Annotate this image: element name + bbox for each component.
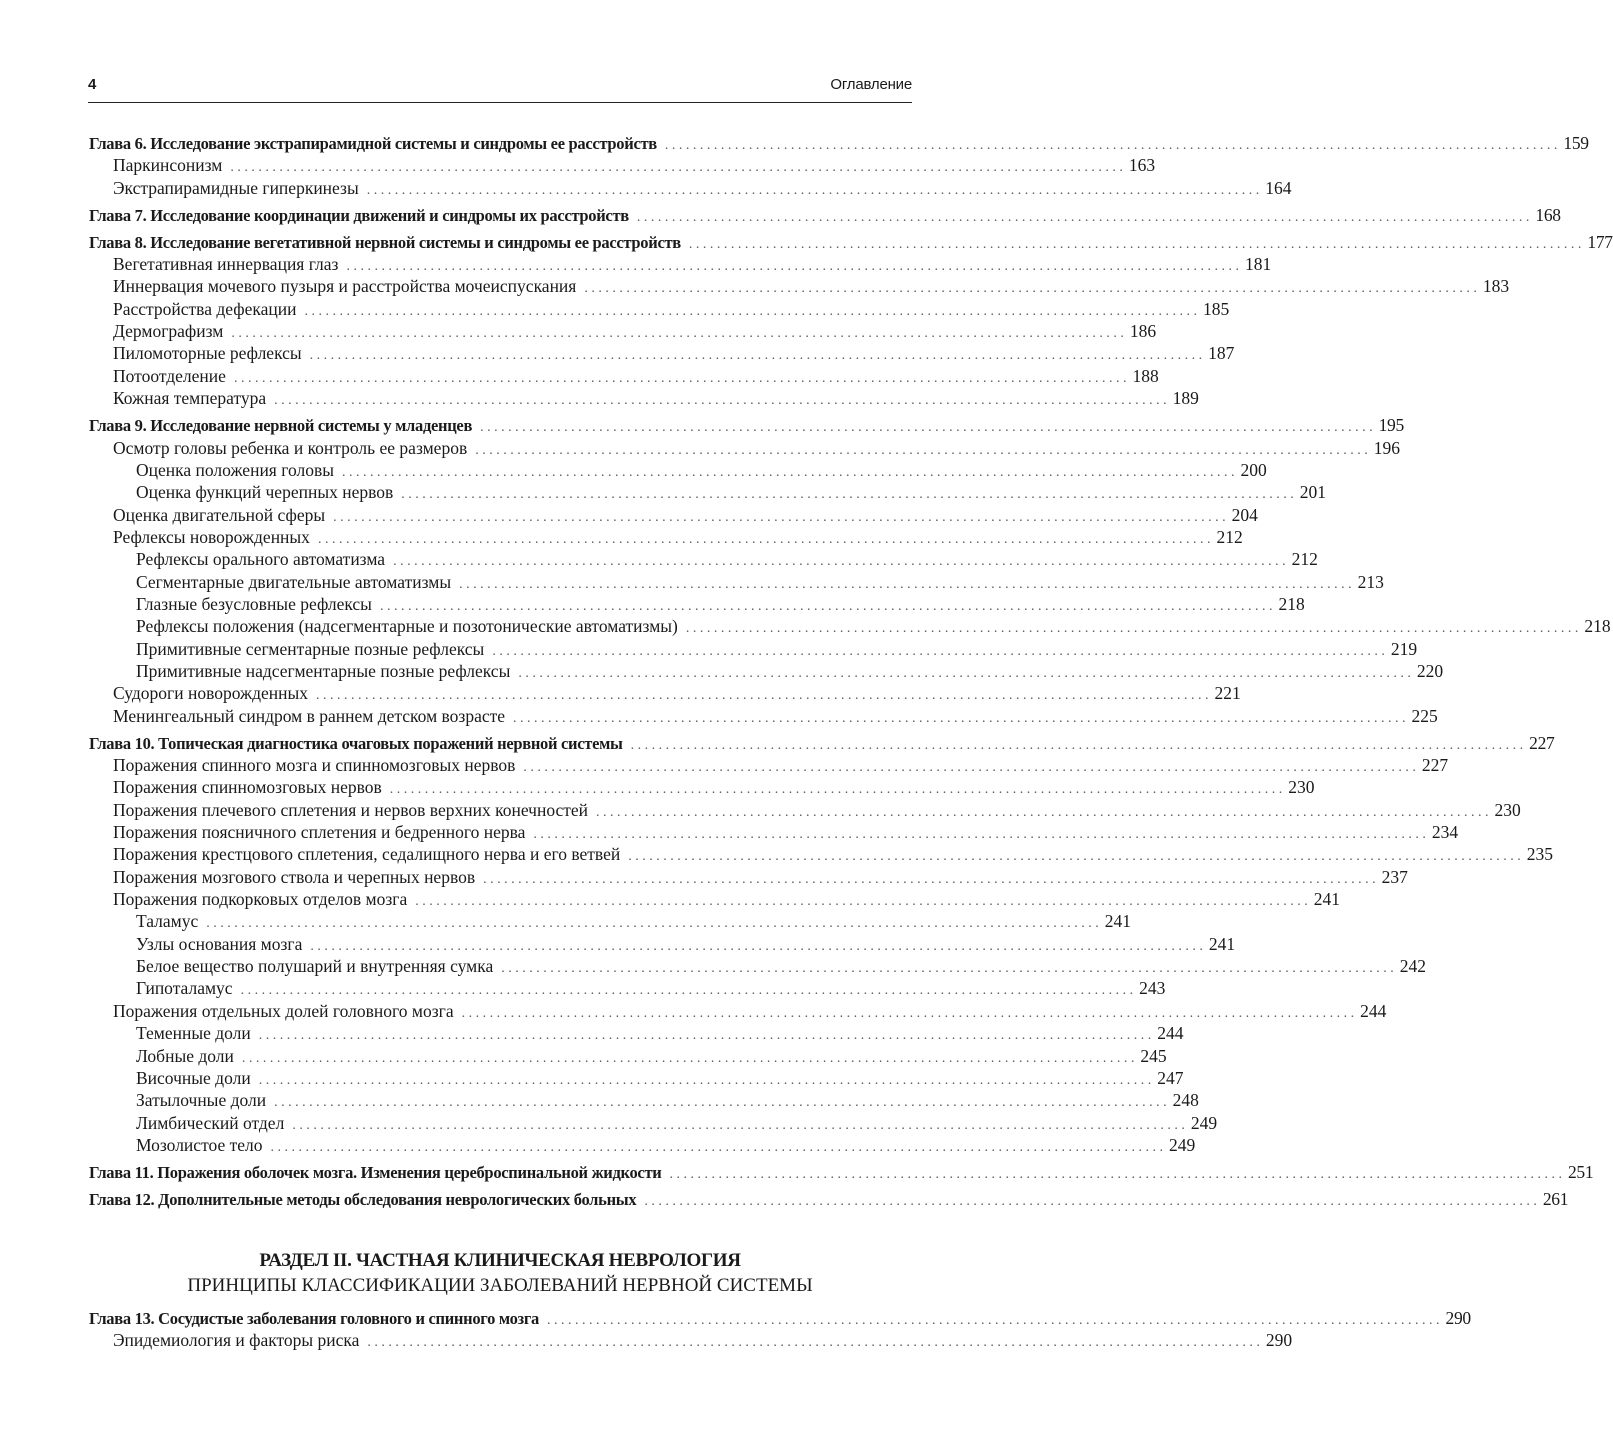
entry-title: Дермографизм	[113, 321, 224, 342]
entry-page-number: 177	[1587, 231, 1613, 252]
entry-title: Затылочные доли	[136, 1090, 267, 1111]
toc-entry[interactable]	[89, 481, 1326, 503]
dot-leader	[367, 1332, 1260, 1354]
running-title: Оглавление	[830, 76, 912, 93]
entry-title: Поражения плечевого сплетения и нервов верхних конечностей	[113, 799, 589, 820]
entry-page-number: 212	[1291, 549, 1318, 570]
entry-title: Поражения поясничного сплетения и бедренного нерва	[113, 822, 526, 843]
entry-title: Оценка положения головы	[136, 459, 334, 480]
entry-title: Гипоталамус	[136, 978, 233, 999]
dot-leader	[492, 641, 1385, 663]
entry-title: Оценка двигательной сферы	[113, 504, 326, 525]
toc-entry[interactable]	[89, 526, 1243, 548]
entry-title: Глава 6. Исследование экстрапирамидной системы и синдромы ее расстройств	[89, 134, 657, 153]
dot-leader	[669, 1164, 1562, 1186]
entry-title: Височные доли	[136, 1067, 251, 1088]
entry-title: Лимбический отдел	[136, 1112, 285, 1133]
dot-leader	[274, 1092, 1167, 1114]
toc-entry[interactable]	[89, 615, 1611, 637]
toc-entry[interactable]	[89, 776, 1315, 798]
entry-title: Рефлексы новорожденных	[113, 526, 310, 547]
entry-title: Вегетативная иннервация глаз	[113, 254, 339, 275]
toc-entry[interactable]	[89, 660, 1444, 682]
dot-leader	[310, 345, 1203, 367]
toc-entry[interactable]	[89, 320, 1157, 342]
entry-page-number: 234	[1431, 822, 1459, 843]
dot-leader	[206, 913, 1099, 935]
toc-entry[interactable]	[89, 888, 1340, 910]
dot-leader	[304, 301, 1197, 323]
entry-page-number: 235	[1526, 844, 1553, 865]
entry-title: Примитивные сегментарные позные рефлексы	[136, 638, 485, 659]
toc-chapter-entry[interactable]	[89, 1188, 1569, 1210]
page-number: 4	[88, 76, 97, 93]
dot-leader	[533, 824, 1426, 846]
toc-list	[89, 1307, 1471, 1352]
toc-entry[interactable]	[89, 387, 1199, 409]
entry-title: Поражения отдельных долей головного мозга	[113, 1000, 454, 1021]
entry-page-number: 164	[1265, 177, 1292, 198]
entry-page-number: 241	[1104, 911, 1132, 932]
dot-leader	[271, 1137, 1164, 1159]
entry-title: Глава 13. Сосудистые заболевания головного и спинного мозга	[89, 1309, 539, 1328]
dot-leader	[523, 757, 1416, 779]
entry-title: Глава 9. Исследование нервной системы у младенцев	[89, 416, 473, 436]
dot-leader	[686, 618, 1579, 640]
toc-entry[interactable]	[89, 1000, 1387, 1022]
entry-page-number: 261	[1542, 1188, 1569, 1209]
entry-page-number: 230	[1494, 799, 1521, 820]
entry-page-number: 201	[1299, 482, 1326, 503]
entry-page-number: 251	[1567, 1161, 1594, 1182]
entry-title: Сегментарные двигательные автоматизмы	[136, 571, 452, 592]
toc-chapter-entry[interactable]	[89, 132, 1589, 154]
dot-leader	[342, 462, 1235, 484]
dot-leader	[501, 958, 1394, 980]
entry-page-number: 247	[1157, 1067, 1184, 1088]
entry-page-number: 188	[1132, 365, 1159, 386]
dot-leader	[274, 390, 1167, 412]
toc-entry[interactable]	[89, 459, 1267, 481]
entry-title: Менингеальный синдром в раннем детском возрасте	[113, 705, 506, 726]
entry-page-number: 244	[1360, 1000, 1387, 1021]
entry-title: Глава 8. Исследование вегетативной нервной системы и синдромы ее расстройств	[89, 232, 681, 252]
entry-title: Поражения мозгового ствола и черепных нервов	[113, 866, 476, 887]
dot-leader	[596, 802, 1489, 824]
dot-leader	[401, 484, 1294, 506]
toc-entry[interactable]	[89, 298, 1230, 320]
entry-page-number: 237	[1381, 866, 1408, 887]
toc-entry[interactable]	[89, 843, 1553, 865]
entry-title: Белое вещество полушарий и внутренняя сумка	[136, 956, 494, 977]
entry-title: Потоотделение	[113, 365, 226, 386]
entry-title: Иннервация мочевого пузыря и расстройства мочеиспускания	[113, 276, 577, 297]
toc-entry[interactable]	[89, 933, 1236, 955]
dot-leader	[367, 180, 1260, 202]
dot-leader	[475, 440, 1368, 462]
entry-title: Поражения крестцового сплетения, седалищного нерва и его ветвей	[113, 844, 621, 865]
dot-leader	[665, 135, 1558, 157]
entry-page-number: 219	[1390, 638, 1418, 659]
toc-entry[interactable]	[89, 548, 1318, 570]
toc-entry[interactable]	[89, 253, 1272, 275]
toc-entry[interactable]	[89, 593, 1305, 615]
toc-entry[interactable]	[89, 754, 1449, 776]
entry-title: Глазные безусловные рефлексы	[136, 593, 372, 614]
toc-chapter-entry[interactable]	[89, 1307, 1471, 1329]
entry-page-number: 241	[1313, 889, 1340, 910]
entry-page-number: 218	[1584, 616, 1611, 637]
toc-entry[interactable]	[89, 437, 1400, 459]
header-rule	[88, 102, 912, 103]
entry-page-number: 168	[1535, 204, 1561, 225]
entry-title: Эпидемиология и факторы риска	[113, 1330, 360, 1351]
toc-entry[interactable]	[89, 1112, 1218, 1134]
dot-leader	[318, 529, 1211, 551]
entry-page-number: 227	[1421, 755, 1449, 776]
entry-title: Глава 11. Поражения оболочек мозга. Изменения цереброспинальной жидкости	[89, 1162, 662, 1182]
dot-leader	[259, 1070, 1152, 1092]
toc-entry[interactable]	[89, 1022, 1184, 1044]
toc-entry[interactable]	[89, 977, 1166, 999]
entry-page-number: 195	[1378, 415, 1404, 436]
dot-leader	[259, 1025, 1152, 1047]
entry-page-number: 163	[1128, 155, 1156, 176]
dot-leader	[231, 323, 1124, 345]
toc-entry[interactable]	[89, 821, 1459, 843]
entry-title: Таламус	[136, 911, 199, 932]
entry-title: Глава 7. Исследование координации движений и синдромы их расстройств	[89, 205, 629, 225]
entry-title: Осмотр головы ребенка и контроль ее размеров	[113, 437, 468, 458]
entry-page-number: 243	[1139, 978, 1166, 999]
toc-entry[interactable]	[89, 504, 1258, 526]
dot-leader	[462, 1003, 1355, 1025]
entry-page-number: 218	[1278, 593, 1305, 614]
entry-page-number: 290	[1445, 1308, 1471, 1328]
dot-leader	[230, 157, 1123, 179]
entry-page-number: 290	[1265, 1330, 1293, 1351]
dot-leader	[415, 891, 1308, 913]
entry-page-number: 181	[1244, 254, 1272, 275]
dot-leader	[631, 735, 1524, 757]
toc-entry[interactable]	[89, 177, 1292, 199]
toc-entry[interactable]	[89, 910, 1132, 932]
entry-page-number: 244	[1157, 1023, 1184, 1044]
entry-title: Пиломоторные рефлексы	[113, 343, 302, 364]
dot-leader	[480, 417, 1373, 439]
entry-page-number: 196	[1373, 437, 1400, 458]
dot-leader	[518, 663, 1411, 685]
entry-page-number: 204	[1231, 504, 1258, 525]
entry-title: Рефлексы орального автоматизма	[136, 549, 386, 570]
toc-chapter-entry[interactable]	[89, 231, 1613, 253]
entry-page-number: 225	[1411, 705, 1438, 726]
entry-title: Узлы основания мозга	[136, 933, 303, 954]
dot-leader	[459, 574, 1352, 596]
entry-page-number: 187	[1208, 343, 1235, 364]
dot-leader	[644, 1191, 1537, 1213]
entry-page-number: 221	[1214, 683, 1241, 704]
entry-title: Паркинсонизм	[113, 155, 223, 176]
section-subtitle: ПРИНЦИПЫ КЛАССИФИКАЦИИ ЗАБОЛЕВАНИЙ НЕРВНОЙ СИСТЕМЫ	[187, 1275, 813, 1296]
dot-leader	[547, 1310, 1440, 1332]
toc-entry[interactable]	[89, 638, 1418, 660]
entry-title: Глава 12. Дополнительные методы обследования неврологических больных	[89, 1189, 637, 1209]
dot-leader	[689, 234, 1582, 256]
dot-leader	[584, 278, 1477, 300]
entry-page-number: 200	[1240, 459, 1267, 480]
toc-entry[interactable]	[89, 1089, 1199, 1111]
entry-title: Судороги новорожденных	[113, 683, 309, 704]
entry-title: Примитивные надсегментарные позные рефлексы	[136, 660, 511, 681]
entry-title: Мозолистое тело	[136, 1134, 263, 1155]
entry-page-number: 213	[1357, 571, 1384, 592]
entry-page-number: 227	[1529, 732, 1555, 753]
entry-page-number: 249	[1169, 1134, 1196, 1155]
entry-page-number: 189	[1172, 388, 1199, 409]
toc-entry[interactable]	[89, 955, 1426, 977]
toc-entry[interactable]	[89, 682, 1241, 704]
dot-leader	[393, 551, 1286, 573]
dot-leader	[483, 869, 1376, 891]
entry-title: Поражения подкорковых отделов мозга	[113, 889, 408, 910]
entry-page-number: 249	[1190, 1112, 1218, 1133]
entry-page-number: 245	[1140, 1045, 1167, 1066]
dot-leader	[513, 708, 1406, 730]
toc-chapter-entry[interactable]	[89, 204, 1561, 226]
toc-entry[interactable]	[89, 1134, 1196, 1156]
toc-entry[interactable]	[89, 1329, 1293, 1351]
dot-leader	[292, 1115, 1185, 1137]
toc-entry[interactable]	[89, 1045, 1167, 1067]
entry-title: Оценка функций черепных нервов	[136, 482, 394, 503]
toc-entry[interactable]	[89, 275, 1510, 297]
toc-entry[interactable]	[89, 1067, 1184, 1089]
toc-entry[interactable]	[89, 154, 1156, 176]
entry-page-number: 212	[1216, 526, 1243, 547]
dot-leader	[333, 507, 1226, 529]
entry-page-number: 242	[1399, 956, 1426, 977]
toc-entry[interactable]	[89, 866, 1408, 888]
entry-title: Поражения спинномозговых нервов	[113, 777, 382, 798]
entry-page-number: 185	[1202, 298, 1230, 319]
entry-page-number: 186	[1129, 321, 1157, 342]
section-title: РАЗДЕЛ II. ЧАСТНАЯ КЛИНИЧЕСКАЯ НЕВРОЛОГИЯ	[259, 1250, 741, 1271]
dot-leader	[637, 207, 1530, 229]
toc-chapter-entry[interactable]	[89, 732, 1555, 754]
entry-title: Лобные доли	[136, 1045, 234, 1066]
dot-leader	[234, 368, 1127, 390]
entry-page-number: 159	[1563, 133, 1589, 153]
toc-entry[interactable]	[89, 571, 1384, 593]
entry-page-number: 248	[1172, 1090, 1199, 1111]
entry-title: Поражения спинного мозга и спинномозговых нервов	[113, 755, 516, 776]
entry-title: Рефлексы положения (надсегментарные и позотонические автоматизмы)	[136, 616, 678, 637]
entry-title: Расстройства дефекации	[113, 298, 297, 319]
entry-title: Глава 10. Топическая диагностика очаговых поражений нервной системы	[89, 733, 623, 753]
toc-entry[interactable]	[89, 799, 1521, 821]
entry-page-number: 183	[1482, 276, 1510, 297]
toc-entry[interactable]	[89, 365, 1159, 387]
entry-title: Экстрапирамидные гиперкинезы	[113, 177, 359, 198]
toc-entry[interactable]	[89, 342, 1235, 364]
entry-page-number: 241	[1208, 933, 1236, 954]
toc-chapter-entry[interactable]	[89, 1161, 1594, 1183]
entry-page-number: 220	[1416, 660, 1444, 681]
toc-list	[89, 132, 1613, 1210]
toc-chapter-entry[interactable]	[89, 414, 1404, 436]
entry-title: Теменные доли	[136, 1023, 251, 1044]
entry-title: Кожная температура	[113, 388, 267, 409]
dot-leader	[242, 1048, 1135, 1070]
toc-entry[interactable]	[89, 705, 1438, 727]
entry-page-number: 230	[1288, 777, 1315, 798]
